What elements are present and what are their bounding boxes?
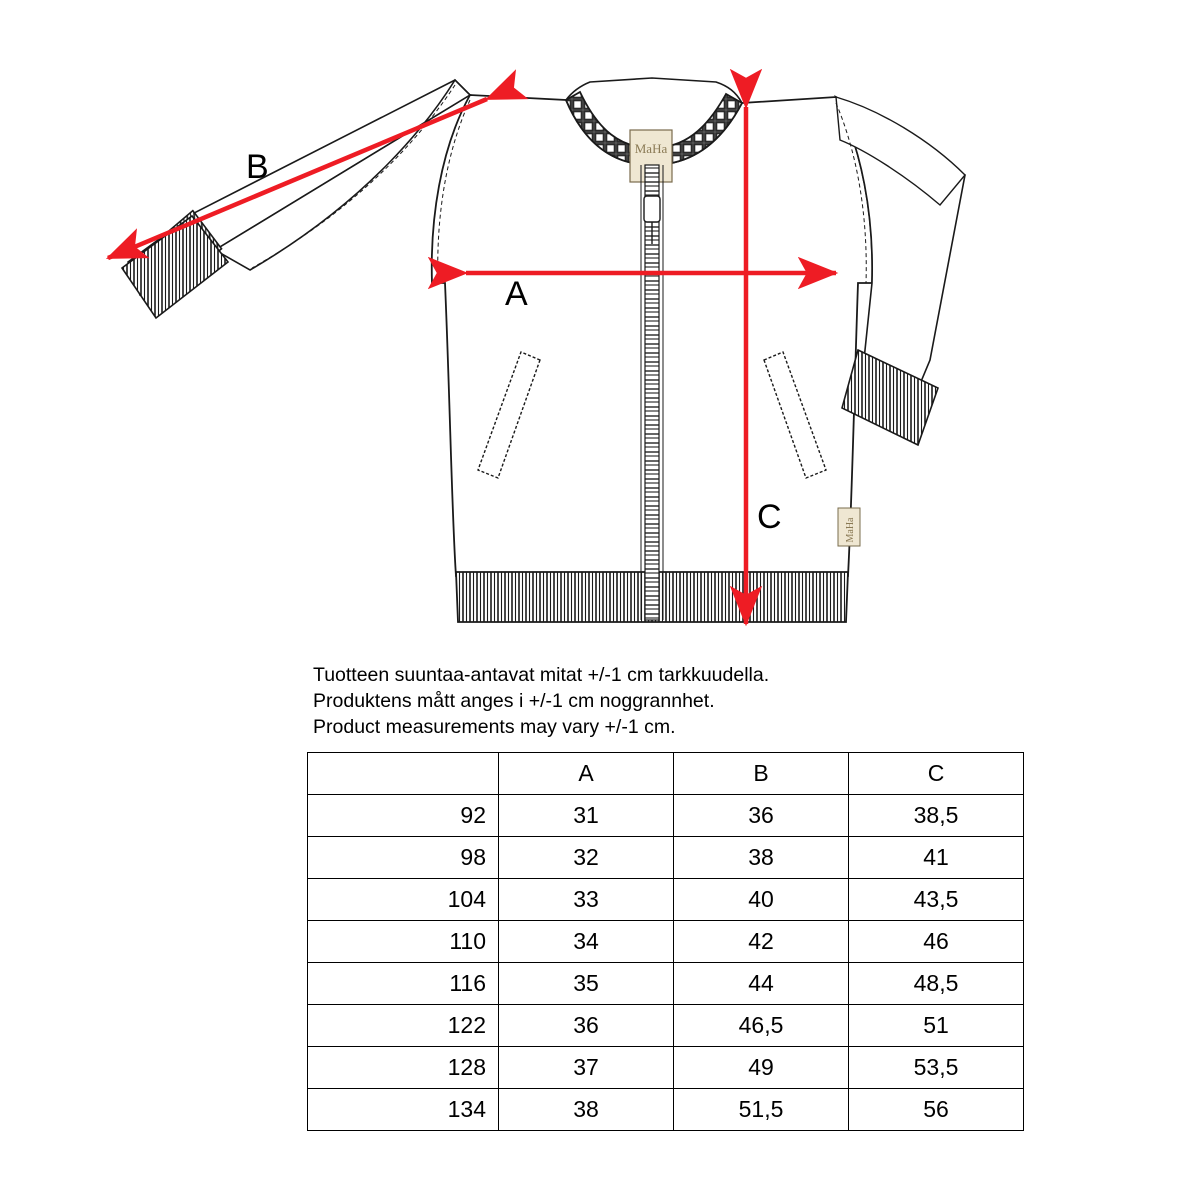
- table-row: [308, 1005, 1024, 1047]
- table-row: [308, 921, 1024, 963]
- cell-a: 33: [499, 879, 674, 921]
- cell-size: 110: [308, 921, 499, 963]
- cell-size: 116: [308, 963, 499, 1005]
- cell-c: 48,5: [849, 963, 1024, 1005]
- table-row: [308, 795, 1024, 837]
- header-size: [308, 753, 499, 795]
- cell-b: 44: [674, 963, 849, 1005]
- table-row: [308, 879, 1024, 921]
- table-header-row: [308, 753, 1024, 795]
- cell-b: 49: [674, 1047, 849, 1089]
- cell-b: 38: [674, 837, 849, 879]
- svg-text:MaHa: MaHa: [845, 517, 856, 543]
- cell-a: 34: [499, 921, 674, 963]
- table-row: [308, 1047, 1024, 1089]
- cell-size: 98: [308, 837, 499, 879]
- cell-size: 122: [308, 1005, 499, 1047]
- cell-a: 36: [499, 1005, 674, 1047]
- cell-size: 92: [308, 795, 499, 837]
- note-line-sv: Produktens mått anges i +/-1 cm noggrannhet.: [313, 690, 715, 712]
- cell-c: 46: [849, 921, 1024, 963]
- table-row: [308, 1089, 1024, 1131]
- cell-a: 32: [499, 837, 674, 879]
- cell-c: 43,5: [849, 879, 1024, 921]
- svg-text:MaHa: MaHa: [634, 141, 668, 156]
- dimension-label-c: C: [757, 498, 782, 536]
- cell-c: 56: [849, 1089, 1024, 1131]
- cell-c: 53,5: [849, 1047, 1024, 1089]
- size-chart-table: [307, 752, 1024, 1131]
- cell-b: 51,5: [674, 1089, 849, 1131]
- note-line-en: Product measurements may vary +/-1 cm.: [313, 716, 676, 738]
- cell-size: 128: [308, 1047, 499, 1089]
- side-brand-tab: [838, 508, 860, 546]
- header-b: B: [674, 753, 849, 795]
- cell-b: 36: [674, 795, 849, 837]
- cell-b: 42: [674, 921, 849, 963]
- cell-a: 35: [499, 963, 674, 1005]
- cell-b: 40: [674, 879, 849, 921]
- cell-a: 38: [499, 1089, 674, 1131]
- table-row: [308, 837, 1024, 879]
- cell-size: 104: [308, 879, 499, 921]
- table-row: [308, 963, 1024, 1005]
- cell-c: 51: [849, 1005, 1024, 1047]
- dimension-label-b: B: [246, 148, 269, 186]
- dimension-label-a: A: [505, 275, 528, 313]
- cell-a: 37: [499, 1047, 674, 1089]
- header-a: A: [499, 753, 674, 795]
- measurement-notes: [313, 662, 953, 740]
- cell-c: 38,5: [849, 795, 1024, 837]
- cell-c: 41: [849, 837, 1024, 879]
- note-line-fi: Tuotteen suuntaa-antavat mitat +/-1 cm tarkkuudella.: [313, 664, 770, 686]
- header-c: C: [849, 753, 1024, 795]
- cell-b: 46,5: [674, 1005, 849, 1047]
- cell-size: 134: [308, 1089, 499, 1131]
- cell-a: 31: [499, 795, 674, 837]
